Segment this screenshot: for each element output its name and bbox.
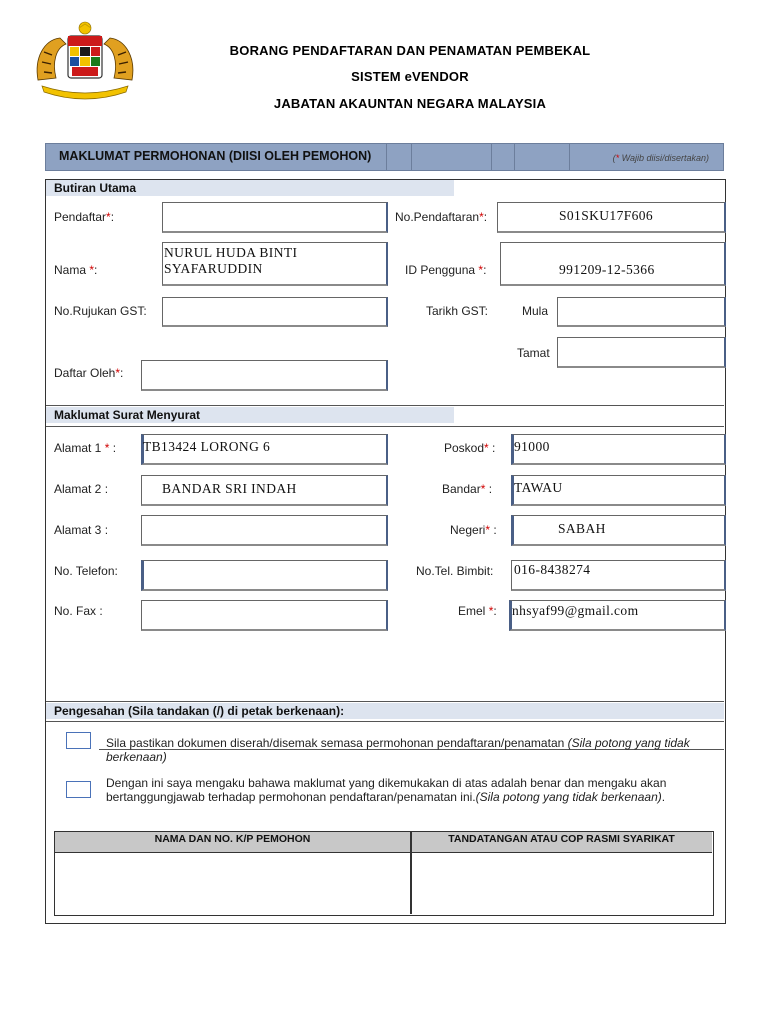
signature-header: TANDATANGAN ATAU COP RASMI SYARIKAT: [411, 832, 712, 853]
alamat1-label: Alamat 1 * :: [54, 441, 117, 455]
alamat3-field[interactable]: [141, 515, 388, 546]
tamat-label: Tamat: [517, 346, 550, 360]
bandar-label: Bandar* :: [442, 482, 493, 496]
emel-label: Emel *:: [458, 604, 497, 618]
bimbit-label: No.Tel. Bimbit:: [416, 564, 494, 578]
nama-value: NURUL HUDA BINTI SYAFARUDDIN: [164, 245, 298, 276]
section-verification: Pengesahan (Sila tandakan (/) di petak berkenaan):: [46, 703, 724, 719]
alamat1-value: TB13424 LORONG 6: [143, 439, 271, 454]
form-frame: [45, 179, 726, 924]
telefon-field[interactable]: [141, 560, 388, 591]
mula-label: Mula: [522, 304, 549, 318]
negeri-field[interactable]: [511, 515, 726, 546]
emel-value: nhsyaf99@gmail.com: [512, 603, 639, 618]
negeri-label: Negeri* :: [450, 523, 497, 537]
alamat2-label: Alamat 2 :: [54, 482, 109, 496]
no-pendaftaran-value: S01SKU17F606: [559, 208, 654, 223]
malaysia-coat-of-arms-icon: [30, 18, 140, 102]
gst-label: No.Rujukan GST:: [54, 304, 147, 318]
system-name: SISTEM eVENDOR: [351, 69, 469, 84]
document-confirm-text: Sila pastikan dokumen diserah/disemak semasa permohonan pendaftaran/penamatan (Sila potong yang tidak berkenaan): [106, 736, 690, 764]
alamat3-label: Alamat 3 :: [54, 523, 109, 537]
declaration-text: Dengan ini saya mengaku bahawa maklumat yang dikemukakan di atas adalah benar dan mengaku akan bertanggungjawab terhadap permohonan pendaftaran/penamatan ini.(Sila potong yang tidak berkenaan).: [106, 776, 667, 804]
gst-start-field[interactable]: [557, 297, 726, 327]
bimbit-value: 016-8438274: [514, 562, 591, 577]
declaration-checkbox[interactable]: [66, 781, 91, 798]
id-pengguna-value: 991209-12-5366: [559, 262, 655, 277]
negeri-value: SABAH: [558, 521, 606, 536]
no-pendaftaran-label: No.Pendaftaran*:: [395, 210, 488, 224]
daftar-oleh-field[interactable]: [141, 360, 388, 391]
id-pengguna-label: ID Pengguna *:: [405, 263, 487, 277]
fax-label: No. Fax :: [54, 604, 103, 618]
daftar-oleh-label: Daftar Oleh*:: [54, 366, 124, 380]
form-title: BORANG PENDAFTARAN DAN PENAMATAN PEMBEKAL: [229, 43, 591, 58]
nama-label: Nama *:: [54, 263, 98, 277]
application-info-header: [45, 143, 724, 171]
tarikh-gst-label: Tarikh GST:: [426, 304, 489, 318]
section-correspondence: Maklumat Surat Menyurat: [46, 407, 454, 423]
signature-cell[interactable]: [413, 853, 711, 913]
pendaftar-field[interactable]: [162, 202, 388, 233]
poskod-value: 91000: [514, 439, 550, 454]
gst-field[interactable]: [162, 297, 388, 327]
signature-table: [54, 831, 714, 916]
department-name: JABATAN AKAUNTAN NEGARA MALAYSIA: [273, 96, 547, 111]
telefon-label: No. Telefon:: [54, 564, 118, 578]
applicant-name-cell[interactable]: [55, 853, 409, 913]
gst-end-field[interactable]: [557, 337, 726, 368]
section-main-details: Butiran Utama: [46, 180, 454, 196]
fax-field[interactable]: [141, 600, 388, 631]
application-info-title: MAKLUMAT PERMOHONAN (DIISI OLEH PEMOHON): [59, 149, 372, 163]
document-confirm-checkbox[interactable]: [66, 732, 91, 749]
required-note: (* Wajib diisi/disertakan): [612, 153, 709, 163]
bandar-value: TAWAU: [514, 480, 563, 495]
pendaftar-label: Pendaftar*:: [54, 210, 115, 224]
applicant-name-header: NAMA DAN NO. K/P PEMOHON: [55, 832, 410, 853]
poskod-label: Poskod* :: [444, 441, 496, 455]
alamat2-value: BANDAR SRI INDAH: [162, 481, 297, 496]
